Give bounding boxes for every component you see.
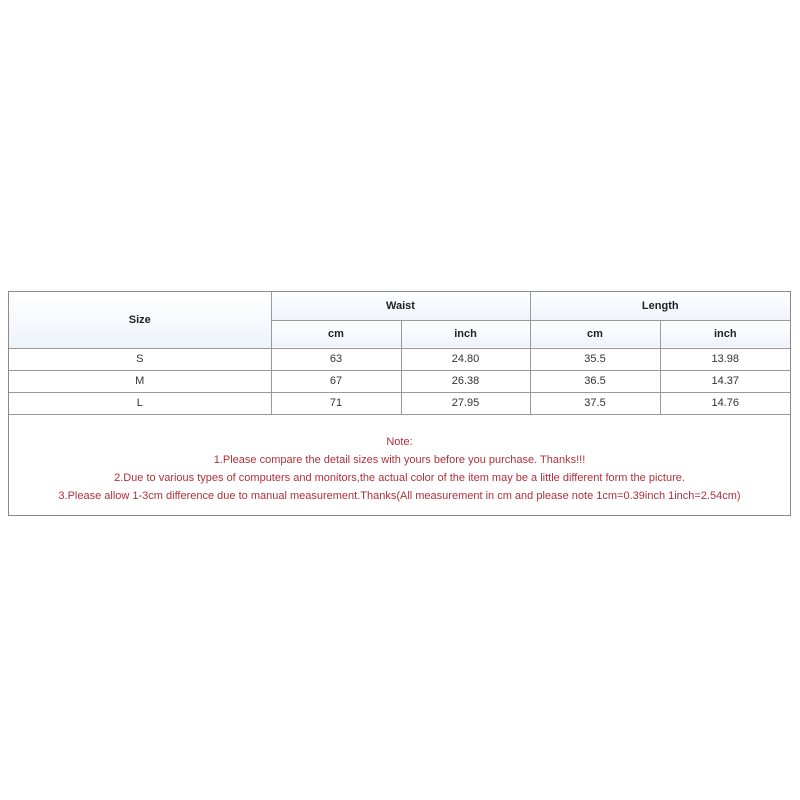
note-line: 3.Please allow 1-3cm difference due to manual measurement.Thanks(All measurement in cm and please note 1cm=0.39inch 1inch=2.54cm) bbox=[58, 489, 741, 502]
size-cell: S bbox=[9, 348, 271, 370]
table-row bbox=[9, 370, 790, 392]
size-cell: L bbox=[9, 392, 271, 414]
waist-cm-cell: 63 bbox=[271, 348, 401, 370]
size-table bbox=[9, 292, 790, 415]
length-cm-cell: 36.5 bbox=[530, 370, 660, 392]
waist-inch-cell: 24.80 bbox=[401, 348, 530, 370]
waist-cm-cell: 71 bbox=[271, 392, 401, 414]
waist-cm-header: cm bbox=[271, 320, 401, 348]
length-inch-cell: 14.37 bbox=[660, 370, 790, 392]
waist-inch-header: inch bbox=[401, 320, 530, 348]
table-row bbox=[9, 392, 790, 414]
notes-title: Note: bbox=[386, 435, 413, 448]
notes-section bbox=[9, 415, 790, 515]
length-inch-cell: 13.98 bbox=[660, 348, 790, 370]
size-chart bbox=[8, 291, 791, 516]
length-cm-cell: 37.5 bbox=[530, 392, 660, 414]
note-line: 2.Due to various types of computers and monitors,the actual color of the item may be a little different form the picture. bbox=[114, 471, 685, 484]
waist-header: Waist bbox=[271, 292, 530, 320]
table-row bbox=[9, 348, 790, 370]
waist-inch-cell: 27.95 bbox=[401, 392, 530, 414]
length-cm-cell: 35.5 bbox=[530, 348, 660, 370]
length-inch-cell: 14.76 bbox=[660, 392, 790, 414]
size-header: Size bbox=[9, 292, 271, 348]
waist-cm-cell: 67 bbox=[271, 370, 401, 392]
waist-inch-cell: 26.38 bbox=[401, 370, 530, 392]
length-inch-header: inch bbox=[660, 320, 790, 348]
size-cell: M bbox=[9, 370, 271, 392]
length-cm-header: cm bbox=[530, 320, 660, 348]
length-header: Length bbox=[530, 292, 790, 320]
note-line: 1.Please compare the detail sizes with yours before you purchase. Thanks!!! bbox=[213, 453, 586, 466]
